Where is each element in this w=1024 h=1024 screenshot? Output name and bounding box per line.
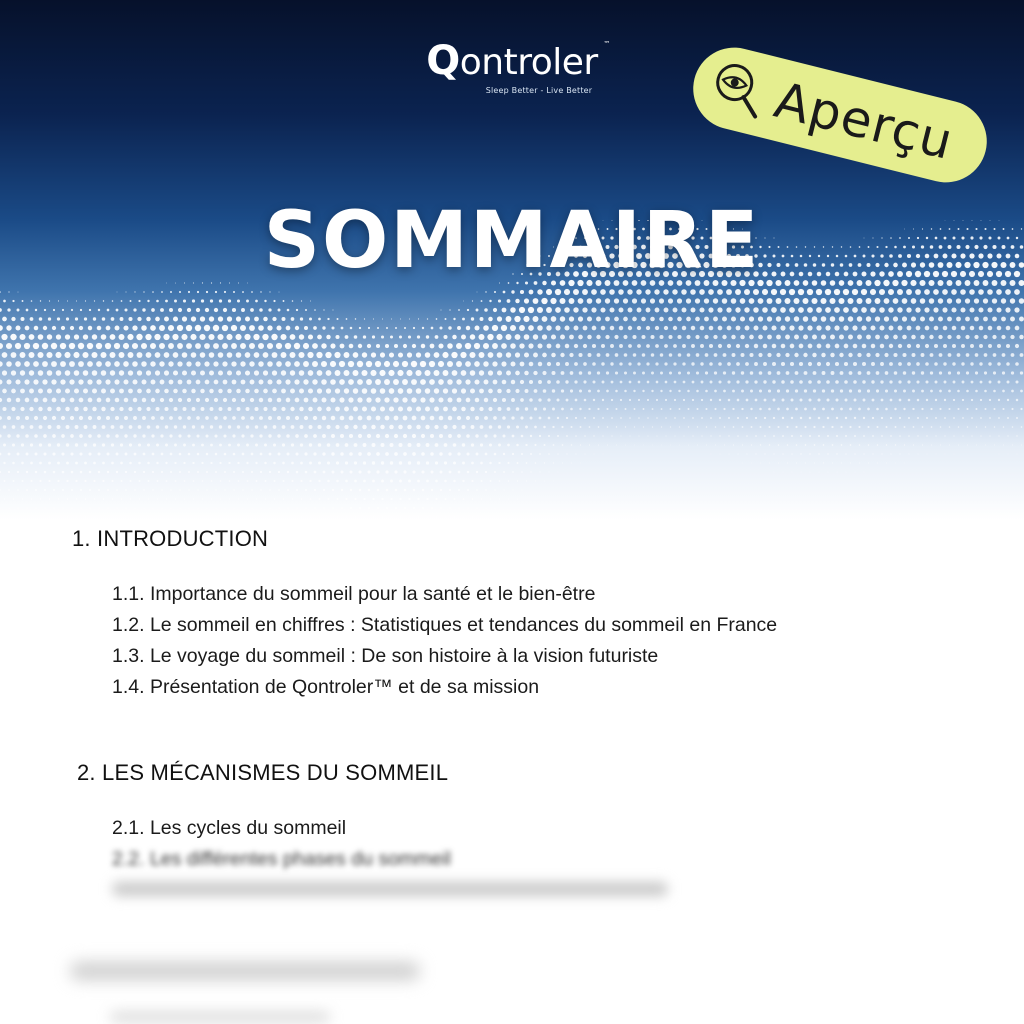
toc-item-2-2: 2.2. Les différentes phases du sommeil <box>112 848 451 870</box>
badge-label: Aperçu <box>768 70 959 172</box>
logo-wordmark: Qontroler ™ <box>426 38 610 84</box>
section-heading-2: 2. LES MÉCANISMES DU SOMMEIL <box>77 760 449 785</box>
toc-item-1-3: 1.3. Le voyage du sommeil : De son histoire à la vision futuriste <box>112 645 659 667</box>
toc-item-2-1: 2.1. Les cycles du sommeil <box>112 817 347 839</box>
toc-item-1-1: 1.1. Importance du sommeil pour la santé et le bien-être <box>112 583 596 605</box>
toc-item-1-4: 1.4. Présentation de Qontroler™ et de sa mission <box>112 676 540 698</box>
blurred-line <box>110 1012 330 1022</box>
blurred-line <box>112 882 668 896</box>
blurred-heading <box>70 962 420 980</box>
section-heading-1: 1. INTRODUCTION <box>72 526 269 551</box>
logo-tagline: Sleep Better - Live Better <box>485 86 593 95</box>
toc-item-1-2: 1.2. Le sommeil en chiffres : Statistiques et tendances du sommeil en France <box>112 614 778 636</box>
page-title: SOMMAIRE <box>263 196 761 286</box>
